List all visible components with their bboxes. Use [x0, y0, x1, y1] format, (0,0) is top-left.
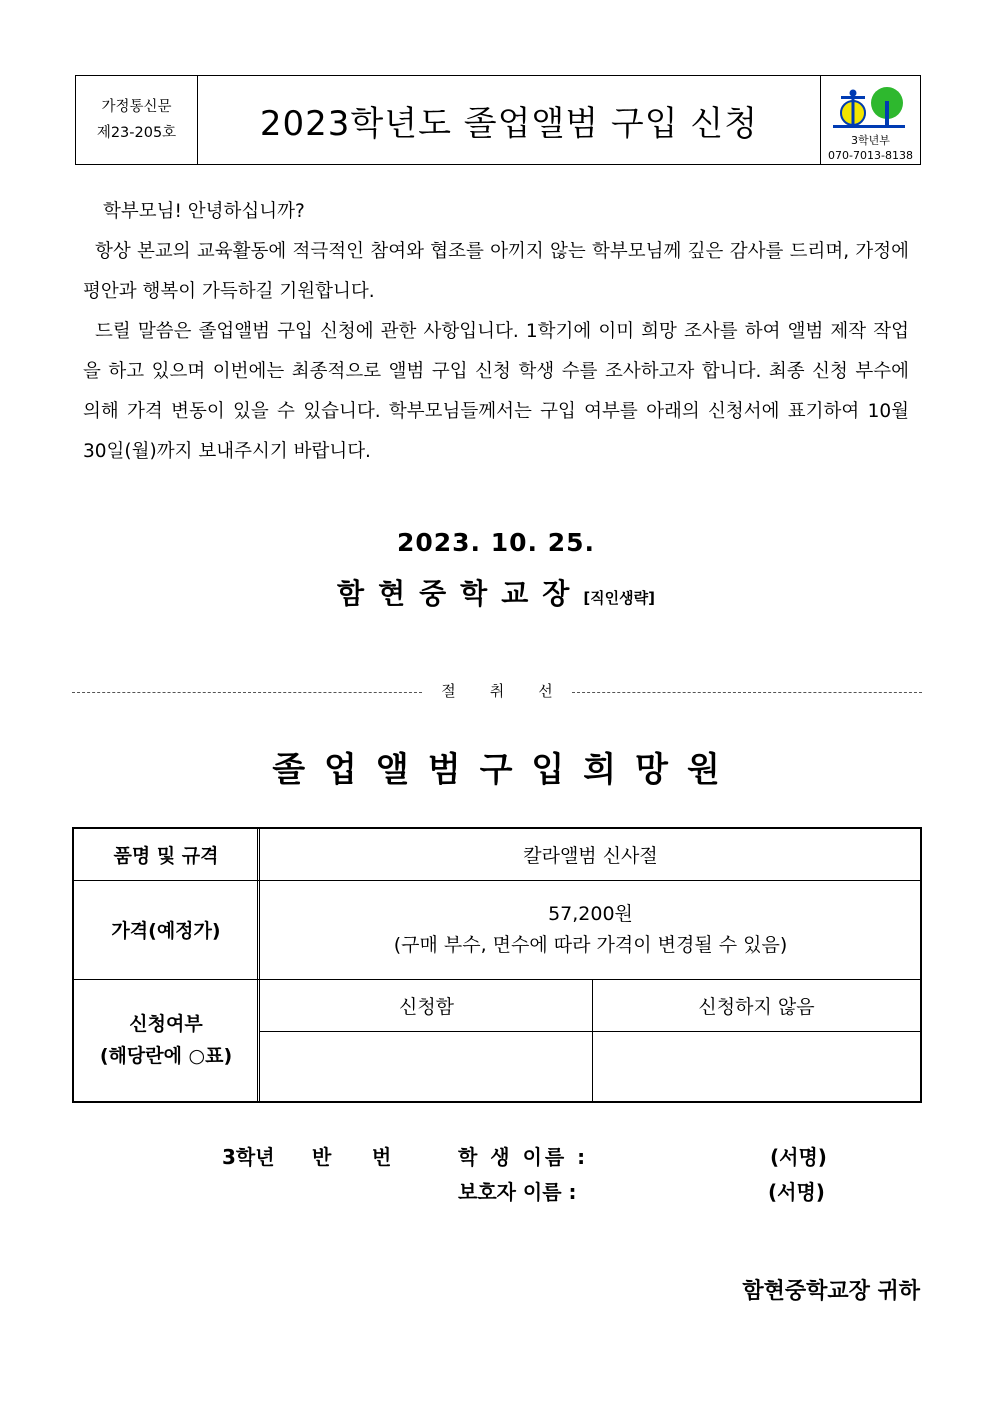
school-logo-icon	[823, 79, 919, 135]
department-cell	[820, 76, 920, 164]
guardian-sign-mark: (서명)	[768, 1180, 825, 1204]
closing-addressee: 함현중학교장 귀하	[742, 1279, 920, 1304]
apply-no-mark-field[interactable]	[593, 1032, 920, 1101]
apply-label: 신청여부	[129, 1013, 203, 1035]
guardian-name-label: 보호자 이름 :	[458, 1180, 577, 1204]
price-label: 가격(예정가)	[111, 920, 221, 942]
class-unit: 반	[312, 1145, 332, 1169]
department-name: 3학년부	[851, 134, 890, 147]
apply-instruction: (해당란에 ○표)	[99, 1045, 233, 1067]
principal-line	[0, 572, 992, 612]
page-title: 2023학년도 졸업앨범 구입 신청	[259, 103, 759, 144]
number-unit: 번	[372, 1145, 392, 1169]
header-box	[75, 75, 921, 165]
greeting: 학부모님! 안녕하십니까?	[103, 201, 305, 222]
apply-no-header: 신청하지 않음	[698, 995, 815, 1018]
notice-number: 제23-205호	[96, 125, 177, 141]
item-value: 칼라앨범 신사절	[523, 845, 658, 867]
application-table	[72, 827, 922, 1103]
apply-yes-header: 신청함	[398, 995, 455, 1018]
student-name-field[interactable]	[610, 1141, 760, 1167]
principal-name: 함현중학교장	[337, 577, 584, 610]
form-title: 졸업앨범구입희망원	[272, 750, 739, 790]
paragraph-2: 드릴 말씀은 졸업앨범 구입 신청에 관한 사항입니다. 1학기에 이미 희망 조사를 하여 앨범 제작 작업을 하고 있으며 이번에는 최종적으로 앨범 구입 신청 학생 수를 조사하고자 합니다. 최종 신청 부수에 의해 가격 변동이 있을 수 있습니다. 학부모님들께서는 구입 여부를 아래의 신청서에 표기하여 10월 30일(월)까지 보내주시기 바랍니다.	[83, 321, 909, 462]
letter-date: 2023. 10. 25.	[396, 528, 596, 557]
student-sign-mark: (서명)	[770, 1145, 827, 1169]
cut-line-label: 절취선	[441, 682, 587, 700]
student-name-label: 학 생 이름 :	[458, 1145, 589, 1169]
notice-id-cell	[76, 76, 198, 164]
guardian-name-field[interactable]	[610, 1176, 760, 1202]
apply-label-cell	[74, 979, 258, 1101]
paragraph-1: 항상 본교의 교육활동에 적극적인 참여와 협조를 아끼지 않는 학부모님께 깊은 감사를 드리며, 가정에 평안과 행복이 가득하길 기원합니다.	[83, 241, 909, 302]
price-cell	[261, 880, 920, 979]
notice-type: 가정통신문	[101, 99, 172, 115]
department-phone: 070-7013-8138	[828, 149, 913, 162]
cut-line-left	[72, 692, 422, 693]
grade-label: 3학년	[222, 1145, 275, 1169]
cut-line-right	[572, 692, 922, 693]
price-note: (구매 부수, 면수에 따라 가격이 변경될 수 있음)	[393, 933, 788, 956]
seal-note: [직인생략]	[583, 589, 655, 607]
price-value: 57,200원	[548, 902, 633, 925]
apply-yes-mark-field[interactable]	[261, 1032, 592, 1101]
item-label: 품명 및 규격	[113, 845, 219, 867]
